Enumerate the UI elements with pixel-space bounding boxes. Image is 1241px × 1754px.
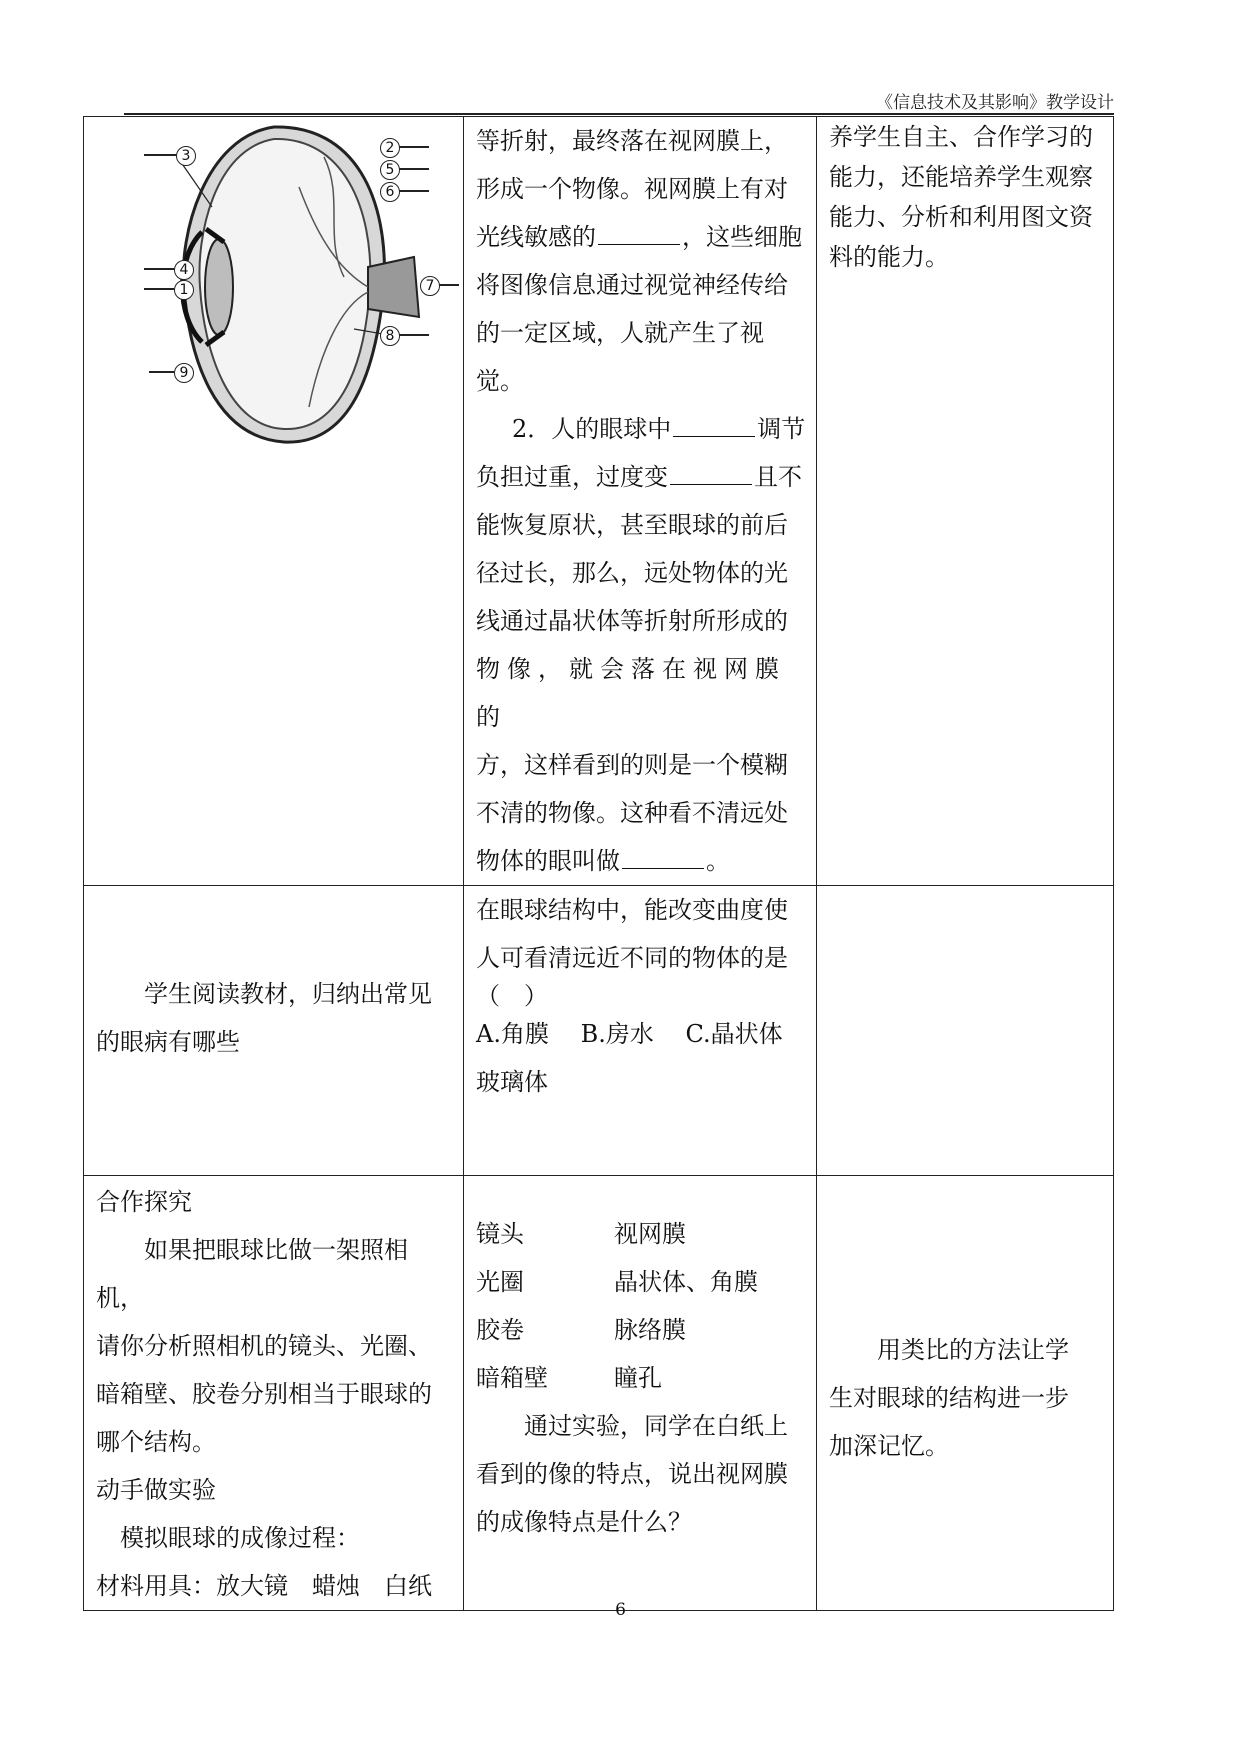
- text-line: 用类比的方法让学: [877, 1336, 1069, 1364]
- match-row: [476, 1306, 806, 1354]
- text-line: 哪个结构。: [96, 1428, 216, 1456]
- text-line: 能恢复原状，甚至眼球的前后: [476, 511, 788, 539]
- text-line: 能力，还能培养学生观察: [829, 163, 1093, 191]
- text-line: [476, 405, 806, 453]
- answer-options: A.角膜 B.房水 C.晶状体: [476, 1020, 783, 1048]
- text-line: 请你分析照相机的镜头、光圈、: [96, 1332, 432, 1360]
- camera-part: 镜头: [476, 1220, 524, 1248]
- text-line: 能力、分析和利用图文资: [829, 203, 1093, 231]
- text-fragment: 负担过重，过度变: [476, 463, 668, 491]
- text-line: 养学生自主、合作学习的: [829, 123, 1093, 151]
- diagram-label-6: 6: [380, 182, 400, 202]
- eye-part: 脉络膜: [614, 1316, 686, 1344]
- empty-cell: [817, 886, 1114, 1176]
- text-line: 学生阅读教材，归纳出常见: [144, 980, 432, 1008]
- eye-part: 瞳孔: [614, 1364, 662, 1392]
- question-cell: [464, 886, 817, 1176]
- eye-diagram: [84, 117, 463, 447]
- text-line: 的眼病有哪些: [96, 1028, 240, 1056]
- text-fragment: 物体的眼叫做: [476, 847, 620, 875]
- table-row: [84, 1176, 1114, 1611]
- lesson-table: [83, 116, 1114, 1611]
- diagram-label-7: 7: [420, 276, 440, 296]
- activity-text: [84, 886, 463, 1066]
- text-line: 看到的像的特点，说出视网膜: [476, 1460, 788, 1488]
- text-line: 径过长，那么，远处物体的光: [476, 559, 788, 587]
- content-cell: [464, 117, 817, 886]
- cooperative-cell: [84, 1176, 464, 1611]
- text-line: [476, 837, 806, 885]
- text-line: 等折射，最终落在视网膜上，: [476, 127, 788, 155]
- eye-structure-illustration: [84, 117, 463, 447]
- eye-part: 视网膜: [614, 1220, 686, 1248]
- text-line: 的一定区域，人就产生了视觉。: [476, 319, 764, 395]
- text-line: [476, 213, 806, 261]
- activity-cell: [84, 886, 464, 1176]
- text-line: 生对眼球的结构进一步: [829, 1384, 1069, 1412]
- content-text: [464, 117, 816, 885]
- header-rule: [124, 113, 1114, 115]
- text-fragment: 2．人的眼球中: [512, 415, 672, 443]
- notes-cell: [817, 117, 1114, 886]
- diagram-label-1: 1: [174, 280, 194, 300]
- text-line: 形成一个物像。视网膜上有对: [476, 175, 788, 203]
- text-line: （ ）: [476, 982, 548, 1010]
- matching-text: [464, 1176, 816, 1546]
- fill-in-blank: [670, 483, 752, 485]
- match-row: [476, 1354, 806, 1402]
- match-row: [476, 1258, 806, 1306]
- table-row: [84, 117, 1114, 886]
- text-fragment: 光线敏感的: [476, 223, 596, 251]
- notes-text: [817, 117, 1113, 277]
- eye-diagram-cell: [84, 117, 464, 886]
- diagram-label-4: 4: [174, 260, 194, 280]
- document-header: 《信息技术及其影响》教学设计: [876, 93, 1114, 113]
- text-line: 料的能力。: [829, 243, 949, 271]
- diagram-label-9: 9: [174, 363, 194, 383]
- text-fragment: ，这些细胞: [682, 223, 802, 251]
- text-line: 加深记忆。: [829, 1432, 949, 1460]
- analogy-note-cell: [817, 1176, 1114, 1611]
- section-heading: 合作探究: [96, 1188, 192, 1216]
- text-fragment: 调节: [757, 415, 806, 443]
- text-fragment: 且不: [754, 463, 802, 491]
- cooperative-text: [84, 1176, 463, 1610]
- matching-cell: [464, 1176, 817, 1611]
- text-line: [476, 453, 806, 501]
- fill-in-blank: [673, 435, 755, 437]
- table-row: [84, 886, 1114, 1176]
- text-line: 线通过晶状体等折射所形成的: [476, 607, 788, 635]
- text-line: 人可看清远近不同的物体的是: [476, 944, 788, 972]
- section-heading: 动手做实验: [96, 1476, 216, 1504]
- text-line: 暗箱壁、胶卷分别相当于眼球的: [96, 1380, 432, 1408]
- page-number: 6: [615, 1600, 626, 1620]
- fill-in-blank: [622, 867, 704, 869]
- question-text: [464, 886, 816, 1106]
- text-line: 不清的物像。这种看不清远处: [476, 799, 788, 827]
- diagram-label-8: 8: [380, 326, 400, 346]
- text-fragment: 。: [706, 847, 730, 875]
- text-line: 如果把眼球比做一架照相机，: [96, 1236, 408, 1312]
- eye-part: 晶状体、角膜: [614, 1268, 758, 1296]
- camera-part: 暗箱壁: [476, 1364, 548, 1392]
- text-line: 物像，就会落在视网膜的: [476, 655, 786, 731]
- text-line: 模拟眼球的成像过程：: [120, 1524, 360, 1552]
- text-line: 的成像特点是什么？: [476, 1508, 692, 1536]
- text-line: 方，这样看到的则是一个模糊: [476, 751, 788, 779]
- fill-in-blank: [598, 243, 680, 245]
- text-line: 材料用具：放大镜 蜡烛 白纸: [96, 1572, 432, 1600]
- text-line: 将图像信息通过视觉神经传给: [476, 271, 788, 299]
- text-line: 玻璃体: [476, 1068, 548, 1096]
- diagram-label-2: 2: [380, 138, 400, 158]
- camera-part: 光圈: [476, 1268, 524, 1296]
- text-line: 通过实验，同学在白纸上: [524, 1412, 788, 1440]
- diagram-label-3: 3: [176, 146, 196, 166]
- analogy-note-text: [817, 1176, 1113, 1470]
- diagram-label-5: 5: [380, 160, 400, 180]
- camera-part: 胶卷: [476, 1316, 524, 1344]
- text-line: 在眼球结构中，能改变曲度使: [476, 896, 788, 924]
- match-row: [476, 1210, 806, 1258]
